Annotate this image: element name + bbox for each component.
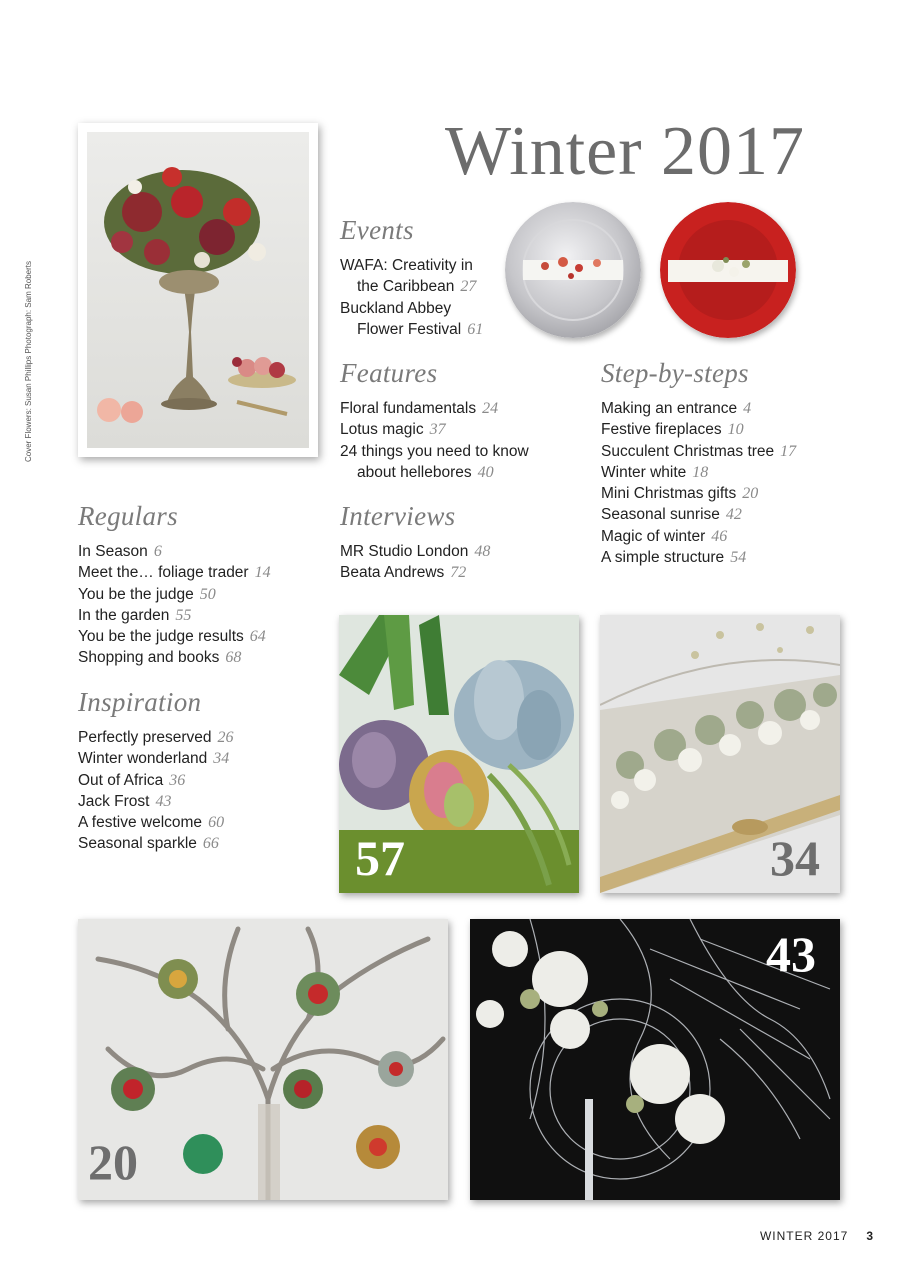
interviews-section	[340, 501, 490, 584]
item-label: Jack Frost	[78, 792, 150, 810]
regulars-section	[78, 501, 271, 669]
item-page-number: 10	[727, 421, 744, 439]
list-item[interactable]	[78, 791, 234, 812]
item-label-cont: about hellebores	[357, 463, 472, 481]
item-page-number: 37	[429, 421, 446, 439]
item-label: Magic of winter	[601, 527, 706, 545]
list-item[interactable]	[340, 441, 529, 484]
page-title: Winter 2017	[445, 113, 806, 190]
item-page-number: 46	[711, 527, 728, 545]
inspiration-section	[78, 687, 234, 855]
item-page-number: 61	[467, 320, 484, 338]
interviews-list	[340, 541, 490, 584]
item-page-number: 64	[249, 628, 266, 646]
item-page-number: 55	[175, 606, 192, 624]
silver-plate-photo	[505, 202, 641, 338]
item-label: Beata Andrews	[340, 564, 445, 582]
item-label: You be the judge results	[78, 628, 244, 646]
item-label: A festive welcome	[78, 814, 203, 832]
step-by-steps-heading: Step-by-steps	[601, 358, 749, 388]
item-label: Shopping and books	[78, 649, 220, 667]
winter-table-photo[interactable]	[600, 615, 840, 893]
list-item[interactable]	[78, 562, 271, 583]
list-item[interactable]	[601, 504, 796, 525]
item-label: In the garden	[78, 606, 170, 624]
item-label: Making an entrance	[601, 400, 738, 417]
item-page-number: 4	[743, 400, 752, 417]
step-by-steps-list	[601, 398, 796, 568]
item-page-number: 17	[780, 442, 797, 460]
item-label: Winter wonderland	[78, 750, 208, 768]
list-item[interactable]	[601, 483, 796, 504]
item-label: Buckland Abbey	[340, 299, 452, 317]
item-label: Festive fireplaces	[601, 421, 722, 439]
inspiration-heading: Inspiration	[78, 687, 202, 717]
step-by-steps-section	[601, 358, 796, 568]
list-item[interactable]	[78, 727, 234, 748]
regulars-heading: Regulars	[78, 501, 178, 531]
list-item[interactable]	[601, 441, 796, 462]
list-item[interactable]	[78, 605, 271, 626]
footer-page-number: 3	[866, 1229, 873, 1243]
regulars-list	[78, 541, 271, 669]
item-page-number: 34	[213, 750, 230, 768]
list-item[interactable]	[340, 298, 483, 341]
item-page-number: 14	[254, 564, 271, 582]
item-label: Winter white	[601, 463, 687, 481]
item-page-number: 27	[460, 278, 477, 296]
features-heading: Features	[340, 358, 438, 388]
cover-credit	[24, 232, 38, 462]
item-label: Succulent Christmas tree	[601, 442, 775, 460]
item-label: WAFA: Creativity in	[340, 257, 473, 274]
red-plate-photo	[660, 202, 796, 338]
branch-tree-photo[interactable]	[78, 919, 448, 1200]
list-item[interactable]	[340, 419, 529, 440]
item-label: A simple structure	[601, 549, 725, 567]
item-label: You be the judge	[78, 585, 194, 603]
item-page-number: 66	[202, 835, 219, 853]
item-page-number: 6	[153, 543, 162, 560]
item-page-number: 60	[208, 814, 225, 832]
features-list	[340, 398, 529, 483]
cover-credit-text: Cover Flowers: Susan Phillips Photograph: Sam Roberts	[24, 261, 33, 462]
item-page-number: 42	[725, 506, 742, 524]
item-page-number: 43	[155, 792, 172, 810]
item-label: MR Studio London	[340, 543, 469, 560]
item-page-number: 40	[477, 463, 494, 481]
list-item[interactable]	[340, 398, 529, 419]
photo-page-number: 43	[766, 926, 816, 982]
list-item[interactable]	[601, 526, 796, 547]
item-page-number: 24	[482, 400, 499, 417]
item-page-number: 18	[692, 463, 709, 481]
list-item[interactable]	[78, 541, 271, 562]
list-item[interactable]	[78, 647, 271, 668]
list-item[interactable]	[78, 812, 234, 833]
red-plate-image	[660, 202, 796, 338]
item-label: Out of Africa	[78, 771, 164, 789]
item-label: 24 things you need to know	[340, 442, 529, 460]
cover-arrangement-image	[87, 132, 309, 448]
silver-plate-image	[505, 202, 641, 338]
item-label-cont: the Caribbean	[357, 278, 455, 296]
events-list	[340, 255, 483, 340]
item-page-number: 50	[199, 585, 216, 603]
interviews-heading: Interviews	[340, 501, 456, 531]
footer-issue: WINTER 2017	[759, 1229, 849, 1243]
succulents-photo[interactable]	[339, 615, 579, 893]
item-page-number: 48	[474, 543, 491, 560]
white-roses-photo[interactable]	[470, 919, 840, 1200]
cover-photo	[78, 123, 318, 457]
item-label: Seasonal sunrise	[601, 506, 720, 524]
list-item[interactable]	[340, 255, 483, 298]
list-item[interactable]	[78, 626, 271, 647]
list-item[interactable]	[78, 748, 234, 769]
events-heading: Events	[340, 215, 414, 245]
item-page-number: 26	[217, 729, 234, 746]
list-item[interactable]	[601, 419, 796, 440]
item-label: In Season	[78, 543, 148, 560]
photo-page-number: 34	[770, 830, 820, 886]
item-page-number: 54	[730, 549, 747, 567]
item-page-number: 20	[742, 485, 759, 503]
features-section	[340, 358, 529, 483]
list-item[interactable]	[78, 584, 271, 605]
list-item[interactable]	[340, 541, 490, 562]
list-item[interactable]	[601, 547, 796, 568]
list-item[interactable]	[340, 562, 490, 583]
list-item[interactable]	[78, 770, 234, 791]
item-label: Lotus magic	[340, 421, 424, 439]
list-item[interactable]	[601, 462, 796, 483]
list-item[interactable]	[78, 833, 234, 854]
photo-page-number: 20	[88, 1134, 138, 1190]
item-page-number: 68	[225, 649, 242, 667]
page-footer	[760, 1229, 873, 1243]
item-label: Floral fundamentals	[340, 400, 477, 417]
list-item[interactable]	[601, 398, 796, 419]
photo-page-number: 57	[355, 830, 405, 886]
events-section	[340, 215, 483, 340]
inspiration-list	[78, 727, 234, 855]
item-label: Mini Christmas gifts	[601, 485, 737, 503]
item-label-cont: Flower Festival	[357, 320, 462, 338]
item-label: Perfectly preserved	[78, 729, 212, 746]
item-page-number: 72	[450, 564, 467, 582]
item-label: Seasonal sparkle	[78, 835, 197, 853]
item-label: Meet the… foliage trader	[78, 564, 249, 582]
item-page-number: 36	[169, 771, 186, 789]
